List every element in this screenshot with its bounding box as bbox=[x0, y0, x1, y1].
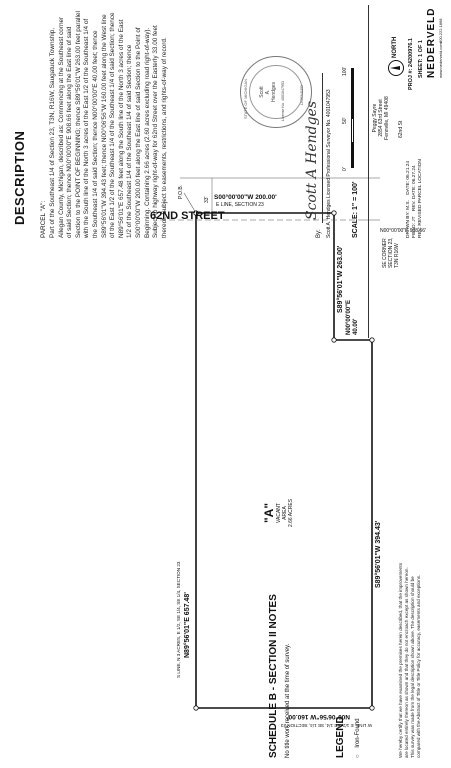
sheet-number: SHEET: 1 OF 1 bbox=[418, 40, 424, 78]
client-name: Peggy Sayre bbox=[372, 103, 378, 133]
iron-found-marker bbox=[332, 338, 336, 342]
signer-line: Scott A. Hendges Licensed Professional Surveyor No. 4001047953 bbox=[326, 89, 332, 238]
course-south-west: S89°56'01"W 394.43' bbox=[375, 520, 382, 588]
iron-found-marker bbox=[370, 706, 374, 710]
signature-by-label: By: bbox=[316, 229, 322, 238]
legend-item-iron-found bbox=[355, 718, 361, 758]
course-west-line: N00°06'56"W 160.00' bbox=[287, 713, 350, 720]
signature-line bbox=[322, 73, 323, 223]
date: DATE: 06.21.24 bbox=[406, 160, 411, 195]
client-city: Fennville, MI 49408 bbox=[384, 96, 390, 140]
parcel-status: VACANT bbox=[276, 503, 282, 523]
field: FIELD: JT bbox=[412, 216, 417, 238]
drawn-by: DRAWN BY: M.S. bbox=[406, 200, 411, 238]
company-logo: NEDERVELD bbox=[426, 7, 437, 78]
description-heading: DESCRIPTION bbox=[12, 130, 27, 225]
parcel-acres: 2.66 ACRES bbox=[288, 498, 294, 528]
signature-image: Scott A Hendges bbox=[304, 100, 320, 220]
seal-license: License No. 4001047953 bbox=[281, 81, 285, 121]
scale-bar: 0' 50' 100' bbox=[340, 58, 358, 178]
se-corner-label: SE CORNER SECTION 23, T3N R16W bbox=[382, 237, 400, 268]
surveyor-seal bbox=[240, 56, 312, 128]
seal-name: Scott A. Hendges bbox=[259, 82, 277, 103]
location-label: 62nd St bbox=[398, 120, 404, 138]
row-width-label: 33' bbox=[204, 196, 210, 203]
scale-label: SCALE: 1" = 100' bbox=[352, 181, 359, 238]
e-line-label: E LINE, SECTION 23 bbox=[216, 202, 264, 208]
legend-heading: LEGEND bbox=[335, 716, 346, 758]
project-number: PROJ #: 24200976.1 bbox=[408, 38, 414, 90]
course-east: N00°00'00"E 908.66' bbox=[380, 228, 426, 234]
course-north-line: N89°56'01"E 657.48' bbox=[184, 592, 191, 658]
schedule-b-heading: SCHEDULE B - SECTION II NOTES bbox=[268, 594, 279, 758]
iron-found-marker bbox=[332, 211, 336, 215]
course-north-line-ref: S LINE, N 3 ACRES, E 1/2, SE 1/4, SE 1/4, SECTION 23 bbox=[176, 561, 181, 678]
client-block bbox=[372, 78, 390, 158]
course-west-line-ref: W LINE, E 1/2, SE 1/4, SE 1/4, SECTION 23 bbox=[280, 723, 372, 728]
course-top: S00°00'00"W 200.00' bbox=[214, 194, 277, 201]
description-text: Part of the Southeast 1/4 of Section 23, T3N, R16W, Saugatuck Township, Allegan County, Michigan, described as: Commencing at the Southeast corner of said Section; thence N00°00'00"E 908.66 feet along the East line of said Section to the POINT OF BEGINNING; thence S89°56'01"W 263.00 feet parallel with the South line of the North 3 acres of the East 1/2 of the Southeast 1/4 of the Southeast 1/4 of said Section; thence N00°00'00"E 40.00 feet; thence S89°56'01"W 394.43 feet; thence N00°06'56"W 160.00 feet along the West line of the East 1/2 of the Southeast 1/4 of the Southeast 1/4 of said Section; thence N89°56'01"E 657.48 feet along the South line of the North 3 acres of the East 1/2 of the Southeast 1/4 of the Southeast 1/4 of said Section; thence S00°00'00"W 200.00 feet along the East line of said Section to the Point of Beginning. Containing 2.66 acres (2.60 acres excluding road right-of-way). Subject to highway right-of-way for 62nd Street over the Easterly 33.00 feet thereof. Subject to easements, restrictions, and rights-of-way of record. bbox=[49, 11, 168, 238]
north-label: NORTH bbox=[392, 36, 398, 58]
parcel-label-a: PARCEL "A": bbox=[40, 200, 47, 238]
parcel-area-label: AREA bbox=[282, 506, 288, 520]
iron-found-marker bbox=[194, 706, 198, 710]
rev-note: REV: REVISED PARCEL LOCATION bbox=[418, 159, 423, 238]
company-url: www.nederveld.com bbox=[438, 42, 443, 78]
pob-label: P.O.B. bbox=[178, 184, 184, 199]
course-jog: N00°00'00"E 40.00' bbox=[346, 299, 359, 335]
client-address: 2854 63rd Street bbox=[378, 99, 384, 137]
rev-date: REV. DATE: 06.27.24 bbox=[412, 165, 417, 212]
street-name: 62ND STREET bbox=[150, 210, 225, 222]
parcel-name: "A" bbox=[262, 502, 276, 524]
course-south-east: S89°56'01"W 263.00' bbox=[337, 245, 344, 313]
certification-text: We hereby certify that we have examined the premises herein described, that the improvements are located entirely thereon as shown and that they do not encroach except as shown hereon. This survey was made from the legal description shown above. The description should be compared with the Abstract of Title or Title Policy for accuracy, easements and exceptions. bbox=[398, 563, 421, 758]
company-phone: 800.222.1868 bbox=[438, 18, 443, 43]
schedule-b-note: No title work received at the time of survey. bbox=[285, 643, 291, 758]
iron-found-icon: ○ bbox=[355, 754, 361, 758]
seal-outer-text: STATE OF MICHIGAN bbox=[243, 78, 248, 119]
legend-item-label: Iron-Found bbox=[355, 718, 361, 748]
seal-bottom-text: LICENSED bbox=[299, 84, 304, 105]
parcel-label bbox=[262, 483, 294, 543]
iron-found-marker bbox=[370, 338, 374, 342]
